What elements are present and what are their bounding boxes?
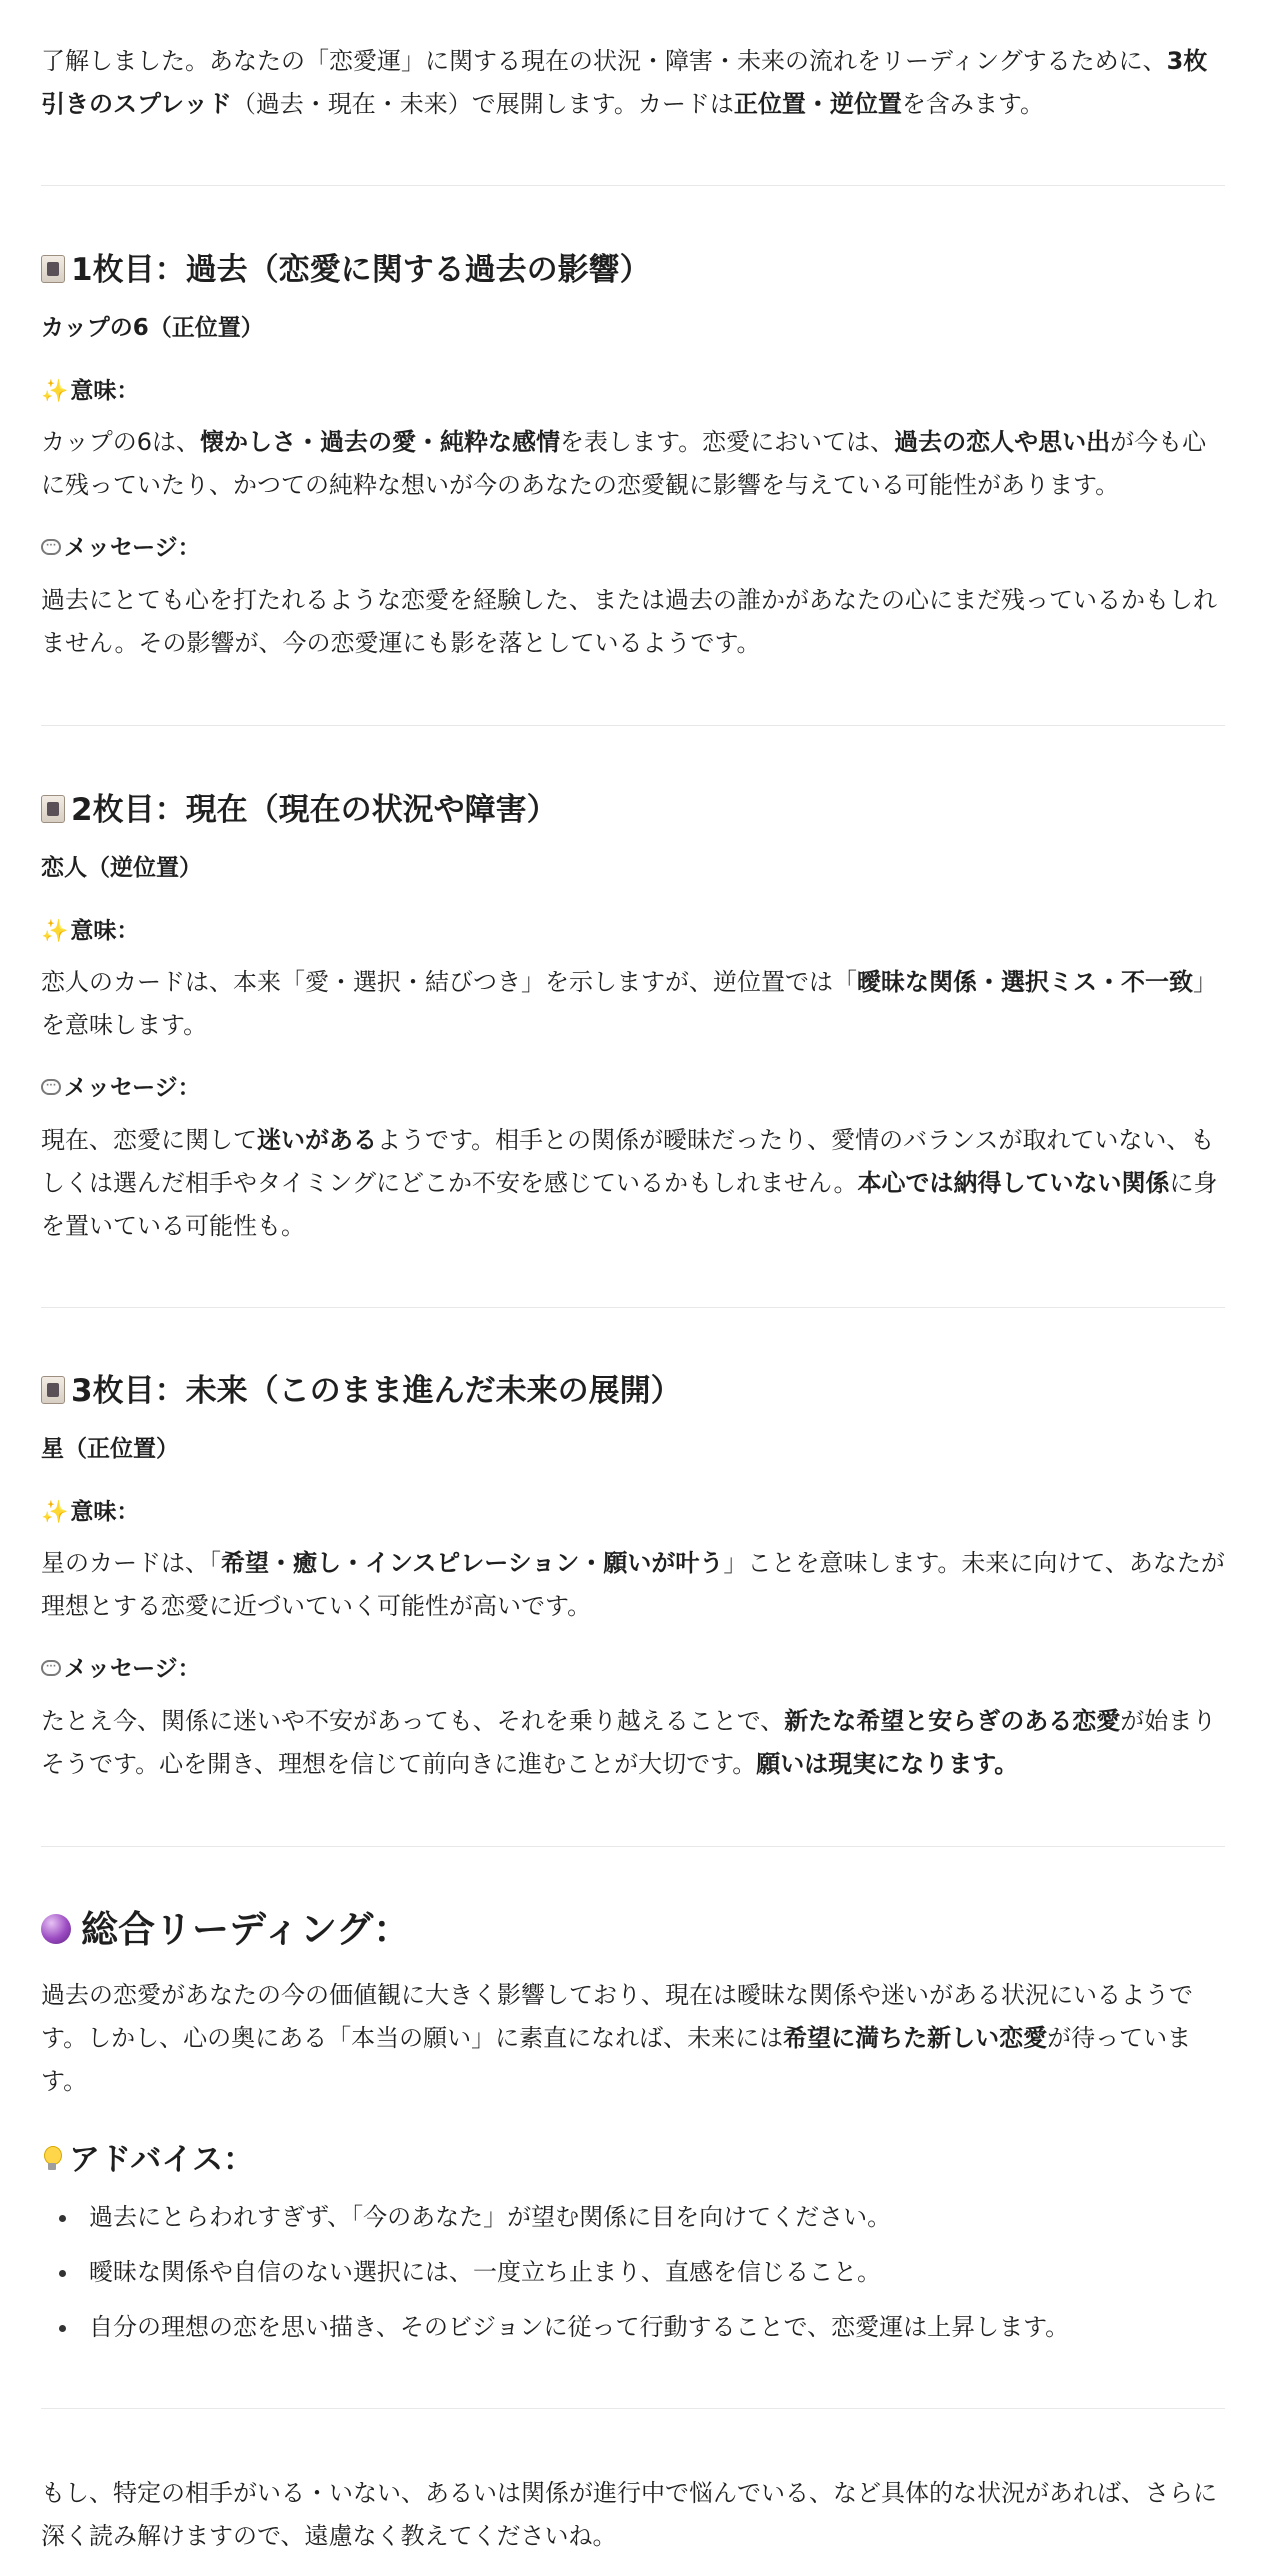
text: 過去の恋愛があなたの今の価値観に大きく影響しており、現在は曖昧な関係や迷いがある状況にいるようです。しかし、心の奥にある「本当の願い」に素直になれば、未来には [41,1981,1193,2052]
speech-bubble-icon: ··· [41,539,61,555]
bold-text: 希望・癒し・インスピレーション・願いが叶う [221,1549,724,1577]
advice-heading [41,2140,254,2180]
intro-paragraph [41,40,1225,126]
text: 」を意味します。 [41,968,1217,1039]
intro-bold-orientation: 正位置・逆位置 [733,90,902,118]
card1-heading-text: 1枚目：過去（恋愛に関する過去の影響） [71,252,651,288]
intro-bold-spread: 3枚引きのスプレッド [41,47,1208,118]
bold-text: 曖昧な関係・選択ミス・不一致 [857,968,1193,996]
crystal-ball-icon [41,1914,71,1944]
bold-text: 懐かしさ・過去の愛・純粋な感情 [200,428,561,456]
card3-heading [41,1371,682,1411]
message-label-text: メッセージ： [64,535,201,561]
card3-message-label [41,1652,201,1686]
joker-card-icon [41,255,65,283]
bold-text: 過去の恋人や思い出 [894,428,1111,456]
text: 現在、恋愛に関して [41,1126,257,1154]
closing-paragraph: もし、特定の相手がいる・いない、あるいは関係が進行中で悩んでいる、など具体的な状況があれば、さらに深く読み解けますので、遠慮なく教えてくださいね。 [41,2479,1217,2550]
intro-text: を含みます。 [901,90,1044,118]
joker-card-icon [41,1376,65,1404]
list-item: 過去にとらわれすぎず、「今のあなた」が望む関係に目を向けてください。 [41,2196,1225,2239]
text: 星のカードは、「 [41,1549,221,1577]
card2-message-paragraph [41,1119,1225,1248]
card3-name: 星（正位置） [41,1436,179,1462]
bold-text: 新たな希望と安らぎのある恋愛 [784,1707,1121,1735]
bold-text: 願いは現実になります。 [756,1750,1019,1778]
list-item: 曖昧な関係や自信のない選択には、一度立ち止まり、直感を信じること。 [41,2251,1225,2294]
advice-list [41,2196,1225,2361]
card3-meaning-paragraph [41,1542,1225,1628]
text: が始まりそうです。心を開き、理想を信じて前向きに進むことが大切です。 [41,1707,1217,1778]
divider [41,1846,1225,1847]
card2-meaning-paragraph [41,961,1225,1047]
meaning-label-text: 意味： [70,378,140,404]
card3-heading-text: 3枚目：未来（このまま進んだ未来の展開） [71,1373,682,1409]
joker-card-icon [41,795,65,823]
light-bulb-icon [41,2146,63,2172]
card3-meaning-label [41,1495,139,1530]
intro-text: （過去・現在・未来）で展開します。カードは [231,90,734,118]
text: を表します。恋愛においては、 [560,428,895,456]
text: 恋人のカードは、本来「愛・選択・結びつき」を示しますが、逆位置では「 [41,968,857,996]
text: に身を置いている可能性も。 [41,1169,1218,1240]
message-label-text: メッセージ： [64,1656,201,1682]
intro-text: 了解しました。あなたの「恋愛運」に関する現在の状況・障害・未来の流れをリーディングするために、 [41,47,1167,75]
divider [41,725,1225,726]
bold-text: 本心では納得していない関係 [857,1169,1170,1197]
card2-message-label [41,1071,201,1105]
card1-heading [41,250,651,290]
card1-name: カップの6（正位置） [41,315,264,341]
card1-message-label [41,531,201,565]
card1-message-paragraph: 過去にとても心を打たれるような恋愛を経験した、または過去の誰かがあなたの心にまだ残っているかもしれません。その影響が、今の恋愛運にも影を落としているようです。 [41,586,1217,657]
speech-bubble-icon: ··· [41,1079,61,1095]
text: カップの6は、 [41,428,201,456]
text: が今も心に残っていたり、かつての純粋な想いが今のあなたの恋愛観に影響を与えている可能性があります。 [41,428,1207,499]
bold-text: 希望に満ちた新しい恋愛 [783,2024,1048,2052]
sparkles-icon: ✨ [41,1500,69,1525]
message-label-text: メッセージ： [64,1075,201,1101]
bold-text: 迷いがある [257,1126,377,1154]
divider [41,2408,1225,2409]
card1-meaning-paragraph [41,421,1225,507]
meaning-label-text: 意味： [70,1499,140,1525]
text: 」ことを意味します。未来に向けて、あなたが理想とする恋愛に近づいていく可能性が高いです。 [41,1549,1225,1620]
text: が待っています。 [41,2024,1192,2095]
card3-message-paragraph [41,1700,1225,1786]
advice-heading-text: アドバイス： [69,2142,255,2178]
summary-heading [41,1906,410,1954]
divider [41,1307,1225,1308]
summary-paragraph [41,1974,1225,2103]
summary-heading-text: 総合リーディング： [81,1908,411,1951]
speech-bubble-icon: ··· [41,1660,61,1676]
card2-heading [41,790,558,830]
meaning-label-text: 意味： [70,918,140,944]
sparkles-icon: ✨ [41,919,69,944]
text: ようです。相手との関係が曖昧だったり、愛情のバランスが取れていない、もしくは選んだ相手やタイミングにどこか不安を感じているかもしれません。 [41,1126,1215,1197]
divider [41,185,1225,186]
text: たとえ今、関係に迷いや不安があっても、それを乗り越えることで、 [41,1707,785,1735]
sparkles-icon: ✨ [41,379,69,404]
card1-meaning-label [41,374,139,409]
card2-meaning-label [41,914,139,949]
list-item: 自分の理想の恋を思い描き、そのビジョンに従って行動することで、恋愛運は上昇します。 [41,2306,1225,2349]
card2-heading-text: 2枚目：現在（現在の状況や障害） [71,792,558,828]
card2-name: 恋人（逆位置） [41,855,202,881]
